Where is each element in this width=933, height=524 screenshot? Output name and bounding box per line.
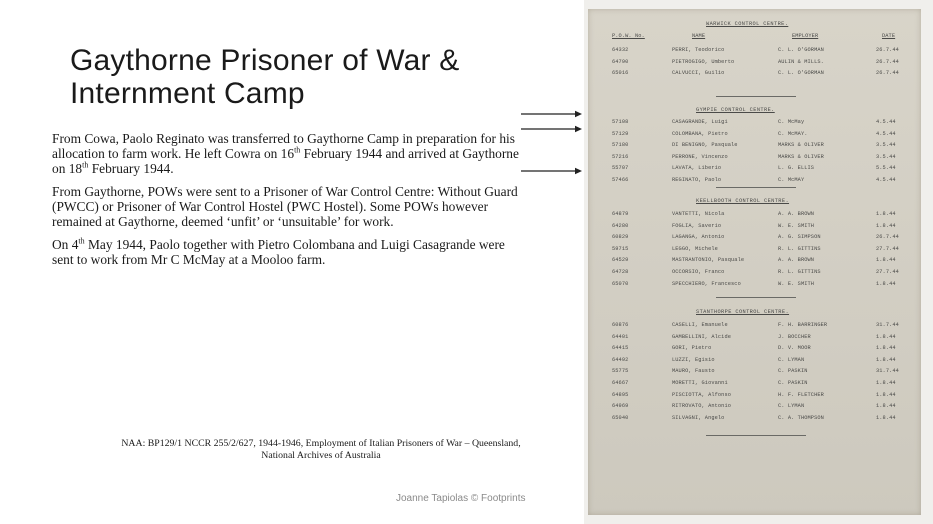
table-row: [588, 380, 921, 387]
employer-cell: W. E. SMITH: [778, 222, 815, 229]
date-cell: 31.7.44: [876, 322, 899, 328]
table-row: [588, 234, 921, 241]
date-cell: 1.8.44: [876, 391, 896, 398]
table-row: [588, 119, 921, 126]
pow-number-cell: 64667: [612, 380, 629, 386]
prisoner-name-cell: SILVAGNI, Angelo: [672, 414, 725, 421]
section-title: KEELLBOOTH CONTROL CENTRE.: [696, 198, 790, 204]
date-cell: 31.7.44: [876, 368, 899, 375]
section-title: STANTHORPE CONTROL CENTRE.: [696, 309, 790, 315]
prisoner-name-cell: OCCORSIO, Franco: [672, 269, 725, 275]
table-row: [588, 70, 921, 77]
pow-number-cell: 64415: [612, 345, 629, 352]
date-cell: 26.7.44: [876, 70, 899, 77]
table-row: [588, 257, 921, 264]
p1-superscript-1: th: [294, 145, 301, 155]
prisoner-name-cell: CALVUCCI, Guilio: [672, 70, 725, 77]
p1-text-a: From Cowa, Paolo Reginato was transferred to Gaythorne Camp in preparation for his allocation to farm work. He left Cowra on 16: [52, 131, 515, 161]
employer-cell: C. McMAY: [778, 177, 805, 183]
column-header-number: P.O.W. No.: [612, 33, 645, 39]
pow-number-cell: 65040: [612, 414, 629, 421]
table-row: [588, 357, 921, 364]
paragraph-mooloo-farm: [52, 237, 522, 267]
p1-text-b: February 1944 and arrived at Gaythorne on 18: [52, 146, 519, 176]
table-row: [588, 165, 921, 172]
date-cell: 1.8.44: [876, 345, 896, 352]
pow-number-cell: 64790: [612, 58, 629, 65]
date-cell: 1.8.44: [876, 211, 896, 217]
date-cell: 26.7.44: [876, 47, 899, 53]
prisoner-name-cell: GORI, Pietro: [672, 345, 712, 352]
p3-superscript: th: [78, 236, 85, 246]
prisoner-name-cell: CASELLI, Emanuele: [672, 322, 728, 328]
employer-cell: C. PASKIN: [778, 368, 808, 375]
paragraph-cowra-transfer: [52, 131, 522, 176]
section-title: GYMPIE CONTROL CENTRE.: [696, 107, 775, 113]
p3-text-b: May 1944, Paolo together with Pietro Colombana and Luigi Casagrande were sent to work from Mr C McMay at a Mooloo farm.: [52, 237, 505, 267]
pow-number-cell: 57466: [612, 177, 629, 183]
pow-number-cell: 64492: [612, 356, 629, 363]
prisoner-name-cell: LEGGO, Michele: [672, 245, 718, 252]
column-header-employer: EMPLOYER: [792, 33, 819, 39]
prisoner-name-cell: CASAGRANDE, Luigi: [672, 119, 728, 125]
prisoner-name-cell: DI BENIGNO, Pasquale: [672, 142, 738, 149]
date-cell: 4.5.44: [876, 119, 896, 125]
date-cell: 1.8.44: [876, 414, 896, 421]
employer-cell: D. V. MOOR: [778, 345, 811, 352]
pow-number-cell: 57216: [612, 153, 629, 160]
table-row: [588, 154, 921, 161]
employer-cell: J. BOCCHER: [778, 333, 811, 340]
pow-number-cell: 60876: [612, 322, 629, 328]
employer-cell: W. E. SMITH: [778, 280, 815, 287]
employer-cell: C. PASKIN: [778, 380, 808, 386]
date-cell: 1.8.44: [876, 280, 896, 287]
slide-body: [52, 131, 522, 275]
pow-number-cell: 64529: [612, 257, 629, 264]
table-row: [588, 211, 921, 218]
date-cell: 4.5.44: [876, 177, 896, 183]
p3-text-a: On 4: [52, 237, 79, 252]
title-line-1: Gaythorne Prisoner of War &: [70, 44, 460, 77]
prisoner-name-cell: PERRONE, Vincenzo: [672, 153, 728, 160]
employer-cell: MARKS & OLIVER: [778, 142, 824, 149]
employer-cell: AULIN & MILLS.: [778, 58, 824, 65]
employer-cell: C. LYMAN: [778, 356, 805, 363]
table-row: [588, 322, 921, 329]
employer-cell: MARKS & OLIVER: [778, 153, 824, 160]
section-divider: [716, 96, 796, 97]
document-top-heading: WARWICK CONTROL CENTRE.: [706, 21, 789, 27]
employer-cell: C. McMAY.: [778, 130, 808, 137]
employer-cell: A. A. BROWN: [778, 211, 815, 217]
table-row: [588, 142, 921, 149]
archival-document-image: [584, 0, 933, 524]
date-cell: 5.5.44: [876, 165, 896, 172]
employer-cell: L. G. ELLIS: [778, 165, 815, 172]
document-sheet: [588, 9, 921, 515]
employer-cell: A. A. BROWN: [778, 257, 815, 264]
citation-line-1: NAA: BP129/1 NCCR 255/2/627, 1944-1946, Employment of Italian Prisoners of War – Queensland,: [121, 438, 521, 449]
prisoner-name-cell: MASTRANTONIO, Pasquale: [672, 257, 745, 264]
employer-cell: C. LYMAN: [778, 403, 805, 410]
date-cell: 26.7.44: [876, 58, 899, 65]
prisoner-name-cell: MAURO, Fausto: [672, 368, 715, 375]
p1-superscript-2: th: [82, 160, 89, 170]
table-row: [588, 281, 921, 288]
column-header-date: DATE: [882, 33, 896, 39]
date-cell: 26.7.44: [876, 234, 899, 241]
pow-number-cell: 57129: [612, 130, 629, 137]
footer-credit: Joanne Tapiolas © Footprints: [396, 493, 526, 504]
pow-number-cell: 65016: [612, 70, 629, 77]
table-row: [588, 392, 921, 399]
section-divider: [716, 187, 796, 188]
pow-number-cell: 55707: [612, 165, 629, 172]
date-cell: 1.8.44: [876, 403, 896, 410]
table-row: [588, 223, 921, 230]
prisoner-name-cell: COLOMBANA, Pietro: [672, 130, 728, 137]
column-header-name: NAME: [692, 33, 706, 39]
pow-number-cell: 64401: [612, 333, 629, 340]
pow-number-cell: 64728: [612, 269, 629, 275]
arrow-icon: [521, 110, 582, 118]
p1-text-c: February 1944.: [88, 161, 174, 176]
employer-cell: C. L. O'GORMAN: [778, 47, 824, 53]
pow-number-cell: 64879: [612, 211, 629, 217]
pow-number-cell: 59715: [612, 245, 629, 252]
table-row: [588, 177, 921, 184]
table-row: [588, 403, 921, 410]
prisoner-name-cell: MORETTI, Giovanni: [672, 380, 728, 386]
table-row: [588, 269, 921, 276]
pow-number-cell: 64280: [612, 222, 629, 229]
document-table: [588, 9, 921, 515]
prisoner-name-cell: LUZZI, Egisio: [672, 356, 715, 363]
date-cell: 3.5.44: [876, 153, 896, 160]
employer-cell: C. A. THOMPSON: [778, 414, 824, 421]
date-cell: 1.8.44: [876, 380, 896, 386]
table-row: [588, 59, 921, 66]
date-cell: 1.8.44: [876, 333, 896, 340]
prisoner-name-cell: VANTETTI, Nicola: [672, 211, 725, 217]
date-cell: 27.7.44: [876, 269, 899, 275]
prisoner-name-cell: RITROVATO, Antonio: [672, 403, 732, 410]
pow-number-cell: 64895: [612, 391, 629, 398]
arrow-icon: [521, 167, 582, 175]
employer-cell: F. H. BARRINGER: [778, 322, 828, 328]
table-row: [588, 415, 921, 422]
date-cell: 27.7.44: [876, 245, 899, 252]
prisoner-name-cell: PERRI, Teodorico: [672, 47, 725, 53]
pow-number-cell: 60829: [612, 234, 629, 241]
arrow-icon: [521, 125, 582, 133]
citation-line-2: National Archives of Australia: [261, 450, 381, 461]
pow-number-cell: 65070: [612, 280, 629, 287]
prisoner-name-cell: GAMBELLINI, Alcide: [672, 333, 732, 340]
prisoner-name-cell: PISCIOTTA, Alfonso: [672, 391, 732, 398]
employer-cell: R. L. GITTINS: [778, 269, 821, 275]
employer-cell: C. McMay: [778, 119, 805, 125]
prisoner-name-cell: LAGANGA, Antonio: [672, 234, 725, 241]
slide-title: [70, 44, 540, 110]
prisoner-name-cell: FOGLIA, Saverio: [672, 222, 722, 229]
pow-number-cell: 64332: [612, 47, 629, 53]
employer-cell: A. G. SIMPSON: [778, 234, 821, 241]
pow-number-cell: 57180: [612, 142, 629, 149]
pow-number-cell: 55775: [612, 368, 629, 375]
date-cell: 1.8.44: [876, 257, 896, 264]
prisoner-name-cell: PIETROGIGO, Umberto: [672, 58, 735, 65]
table-row: [588, 334, 921, 341]
employer-cell: H. F. FLETCHER: [778, 391, 824, 398]
pow-number-cell: 57108: [612, 119, 629, 125]
title-line-2: Internment Camp: [70, 77, 305, 110]
date-cell: 1.8.44: [876, 222, 896, 229]
table-row: [588, 345, 921, 352]
table-row: [588, 131, 921, 138]
pow-number-cell: 64969: [612, 403, 629, 410]
table-row: [588, 246, 921, 253]
source-citation: [96, 438, 546, 462]
table-row: [588, 47, 921, 54]
prisoner-name-cell: REGINATO, Paolo: [672, 177, 722, 183]
employer-cell: C. L. O'GORMAN: [778, 70, 824, 77]
prisoner-name-cell: SPECCHIERO, Francesco: [672, 280, 741, 287]
section-divider: [716, 297, 796, 298]
table-row: [588, 368, 921, 375]
table-end-divider: [706, 435, 806, 436]
date-cell: 4.5.44: [876, 130, 896, 137]
prisoner-name-cell: LAVATA, Liberio: [672, 165, 722, 172]
date-cell: 3.5.44: [876, 142, 896, 149]
paragraph-control-centres: From Gaythorne, POWs were sent to a Prisoner of War Control Centre: Without Guard (PWCC) or Prisoner of War Control Hostel (PWC Hostel). Some POWs however remained at Gaythorne, deemed ‘unfit’ or ‘unsuitable’ for work.: [52, 184, 518, 229]
date-cell: 1.8.44: [876, 356, 896, 363]
employer-cell: R. L. GITTINS: [778, 245, 821, 252]
